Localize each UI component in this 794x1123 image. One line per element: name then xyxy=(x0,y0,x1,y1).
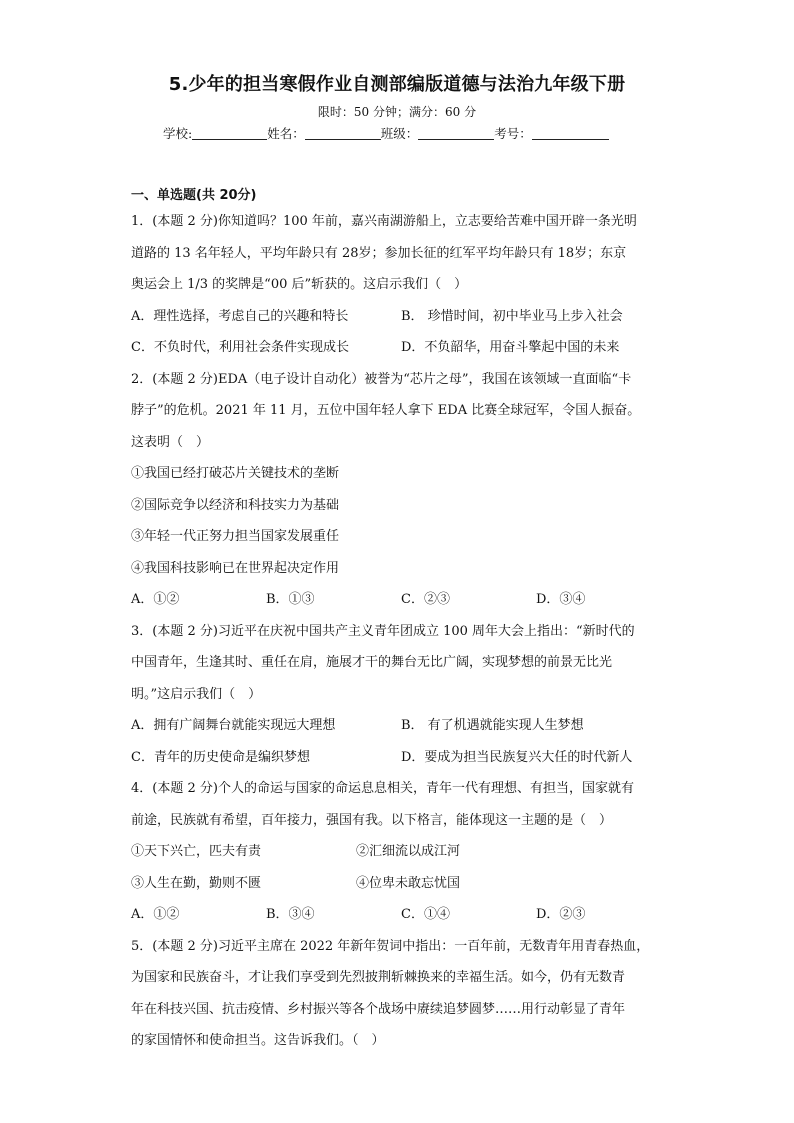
class-label: 班级： xyxy=(380,126,419,141)
option-d: D．不负韶华，用奋斗擎起中国的未来 xyxy=(401,340,620,355)
option-b: B． 有了机遇就能实现人生梦想 xyxy=(401,718,584,733)
statement: ③人生在勤，勤则不匮 xyxy=(131,875,262,891)
option-c: C．①④ xyxy=(401,907,450,922)
class-blank xyxy=(418,127,494,140)
option-a: A．拥有广阔舞台就能实现远大理想 xyxy=(131,718,336,733)
option-d: D．②③ xyxy=(536,907,586,922)
question-1-line: 1．(本题 2 分)你知道吗？100 年前，嘉兴南湖游船上，立志要给苦难中国开辟一条光明 xyxy=(131,214,637,229)
name-label: 姓名： xyxy=(267,126,305,141)
option-b: B．①③ xyxy=(266,592,315,607)
option-a: A．①② xyxy=(131,907,180,922)
statement: ③年轻一代正努力担当国家发展重任 xyxy=(131,529,340,544)
option-c: C．②③ xyxy=(401,592,450,607)
question-3-line: 3．(本题 2 分)习近平在庆祝中国共产主义青年团成立 100 周年大会上指出：“新时代的 xyxy=(131,623,635,639)
section-heading: 一、单选题(共 20分) xyxy=(131,188,257,203)
number-label: 考号： xyxy=(494,126,532,141)
question-4-statements xyxy=(131,836,671,868)
question-5-line: 的家国情怀和使命担当。这告诉我们。（ ） xyxy=(131,1033,385,1048)
time-score-info: 限时：50 分钟；满分：60 分 xyxy=(317,105,477,119)
statement: ①天下兴亡，匹夫有责 xyxy=(131,844,262,859)
question-1-line: 奥运会上 1/3 的奖牌是“00 后”斩获的。这启示我们（ ） xyxy=(131,277,468,292)
question-5-line: 5．(本题 2 分)习近平主席在 2022 年新年贺词中指出：一百年前，无数青年用青春热血， xyxy=(131,938,650,954)
question-4-line: 4．(本题 2 分)个人的命运与国家的命运息息相关，青年一代有理想、有担当，国家就有 xyxy=(131,781,634,796)
number-blank xyxy=(532,127,609,140)
questions xyxy=(131,206,671,1057)
question-2-line: 2．(本题 2 分)EDA（电子设计自动化）被誉为“芯片之母”，我国在该领域一直面临“卡 xyxy=(131,371,632,387)
page-title: 5.少年的担当寒假作业自测部编版道德与法治九年级下册 xyxy=(168,74,626,95)
question-2-options xyxy=(131,584,671,616)
question-2-line: 脖子”的危机。2021 年 11 月，五位中国年轻人拿下 EDA 比赛全球冠军，令国人振奋。 xyxy=(131,403,641,418)
statement: ④位卑未敢忘忧国 xyxy=(356,875,461,891)
question-2-line: 这表明（ ） xyxy=(131,434,210,450)
question-3-options xyxy=(131,742,671,774)
option-c: C．青年的历史使命是编织梦想 xyxy=(131,749,310,765)
option-d: D．③④ xyxy=(536,592,586,607)
student-info-fields xyxy=(163,124,609,142)
question-1-line: 道路的 13 名年轻人，平均年龄只有 28岁；参加长征的红军平均年龄只有 18岁；东京 xyxy=(131,245,627,261)
option-a: A．①② xyxy=(131,592,180,607)
statement: ②国际竞争以经济和科技实力为基础 xyxy=(131,497,340,513)
statement: ②汇细流以成江河 xyxy=(356,844,461,859)
option-b: B．③④ xyxy=(266,907,315,922)
question-5-line: 为国家和民族奋斗，才让我们享受到先烈披荆斩棘换来的幸福生活。如今，仍有无数青 xyxy=(131,970,626,985)
statement: ④我国科技影响已在世界起决定作用 xyxy=(131,560,340,576)
question-5-line: 年在科技兴国、抗击疫情、乡村振兴等各个战场中赓续追梦圆梦……用行动彰显了青年 xyxy=(131,1001,626,1017)
school-label: 学校: xyxy=(163,126,193,141)
question-3-line: 明。”这启示我们（ ） xyxy=(131,686,262,702)
statement: ①我国已经打破芯片关键技术的垄断 xyxy=(131,466,340,481)
name-blank xyxy=(305,127,381,140)
question-4-options xyxy=(131,899,671,931)
question-1-options xyxy=(131,332,671,364)
question-4-line: 前途，民族就有希望，百年接力，强国有我。以下格言，能体现这一主题的是（ ） xyxy=(131,812,613,828)
option-d: D．要成为担当民族复兴大任的时代新人 xyxy=(401,749,633,765)
option-a: A．理性选择，考虑自己的兴趣和特长 xyxy=(131,308,349,324)
option-c: C．不负时代，利用社会条件实现成长 xyxy=(131,340,349,355)
question-1-options xyxy=(131,301,671,333)
school-blank xyxy=(192,127,267,140)
question-3-line: 中国青年，生逢其时、重任在肩，施展才干的舞台无比广阔，实现梦想的前景无比光 xyxy=(131,655,613,670)
option-b: B． 珍惜时间，初中毕业马上步入社会 xyxy=(401,308,623,324)
question-4-statements xyxy=(131,868,671,900)
question-3-options xyxy=(131,710,671,742)
